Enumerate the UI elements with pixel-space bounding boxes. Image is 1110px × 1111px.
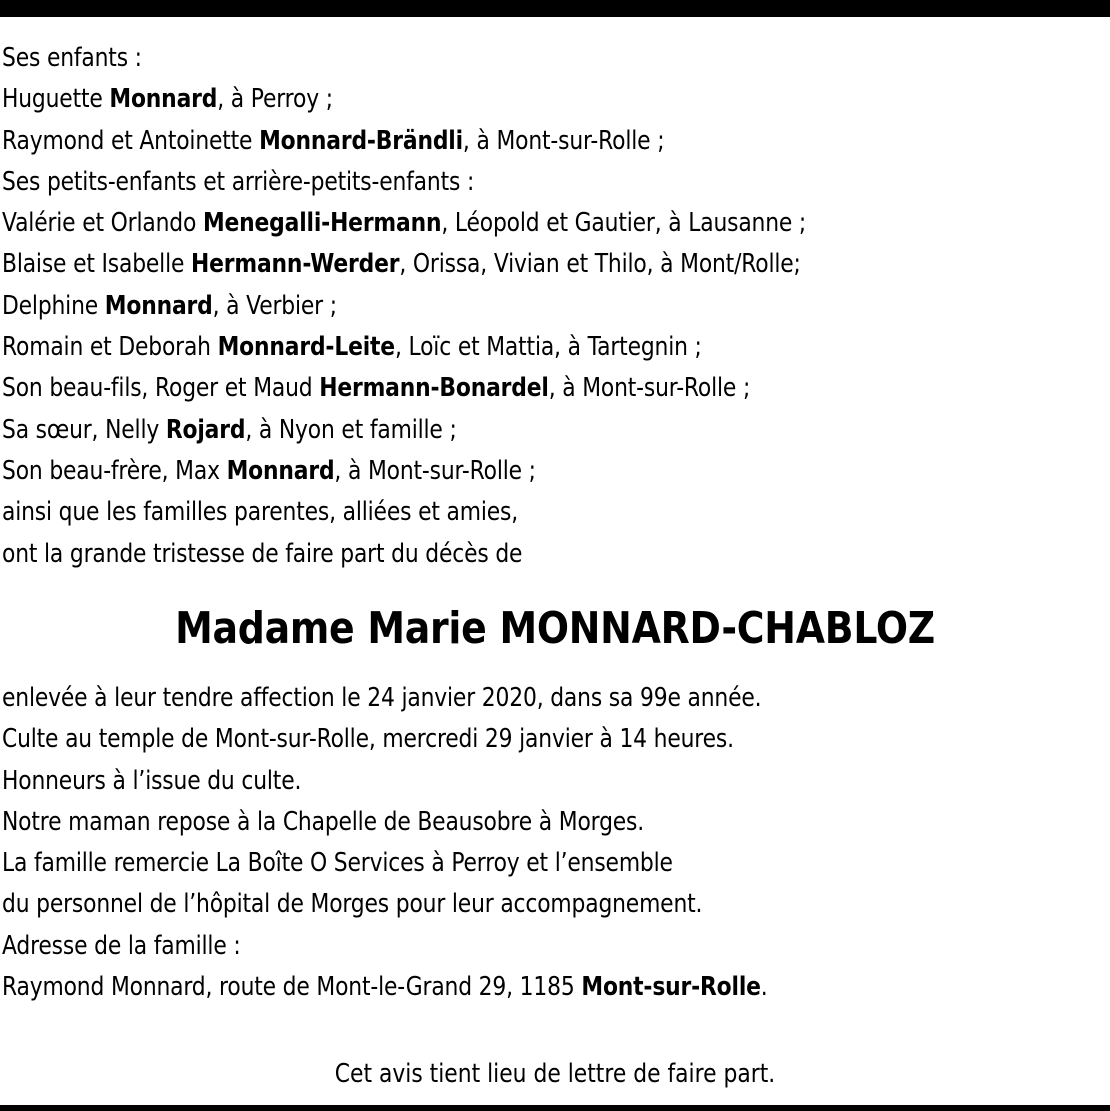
- family-line: Blaise et Isabelle Hermann-Werder, Orissa, Vivian et Thilo, à Mont/Rolle;: [2, 249, 801, 280]
- family-line: Sa sœur, Nelly Rojard, à Nyon et famille ;: [2, 414, 457, 445]
- bottom-border-rule: [0, 1105, 1110, 1111]
- deceased-name-heading: Madame Marie MONNARD-CHABLOZ: [175, 603, 935, 654]
- detail-line: Adresse de la famille :: [2, 930, 241, 961]
- family-line: Ses petits-enfants et arrière-petits-enfants :: [2, 166, 475, 197]
- family-line: Romain et Deborah Monnard-Leite, Loïc et Mattia, à Tartegnin ;: [2, 332, 702, 363]
- top-border-rule: [0, 0, 1110, 17]
- family-line: Raymond et Antoinette Monnard-Brändli, à Mont-sur-Rolle ;: [2, 125, 665, 156]
- detail-line: Notre maman repose à la Chapelle de Beausobre à Morges.: [2, 806, 645, 837]
- detail-line: Honneurs à l’issue du culte.: [2, 765, 302, 796]
- family-line: Son beau-fils, Roger et Maud Hermann-Bonardel, à Mont-sur-Rolle ;: [2, 373, 751, 404]
- family-line: Delphine Monnard, à Verbier ;: [2, 290, 337, 321]
- detail-line: enlevée à leur tendre affection le 24 janvier 2020, dans sa 99e année.: [2, 683, 762, 713]
- family-line: ainsi que les familles parentes, alliées et amies,: [2, 497, 518, 528]
- family-line: Huguette Monnard, à Perroy ;: [2, 84, 333, 115]
- family-line: Son beau-frère, Max Monnard, à Mont-sur-Rolle ;: [2, 455, 536, 486]
- footer-note: Cet avis tient lieu de lettre de faire part.: [334, 1059, 776, 1089]
- detail-line: du personnel de l’hôpital de Morges pour leur accompagnement.: [2, 889, 703, 920]
- family-announcement-block: [2, 38, 1108, 575]
- detail-line: Culte au temple de Mont-sur-Rolle, mercredi 29 janvier à 14 heures.: [2, 724, 734, 755]
- detail-line: Raymond Monnard, route de Mont-le-Grand 29, 1185 Mont-sur-Rolle.: [2, 972, 768, 1003]
- funeral-details-block: [2, 678, 1108, 1008]
- detail-line: La famille remercie La Boîte O Services à Perroy et l’ensemble: [2, 848, 673, 879]
- family-line: ont la grande tristesse de faire part du décès de: [2, 538, 523, 569]
- family-line: Ses enfants :: [2, 43, 142, 73]
- family-line: Valérie et Orlando Menegalli-Hermann, Léopold et Gautier, à Lausanne ;: [2, 208, 807, 239]
